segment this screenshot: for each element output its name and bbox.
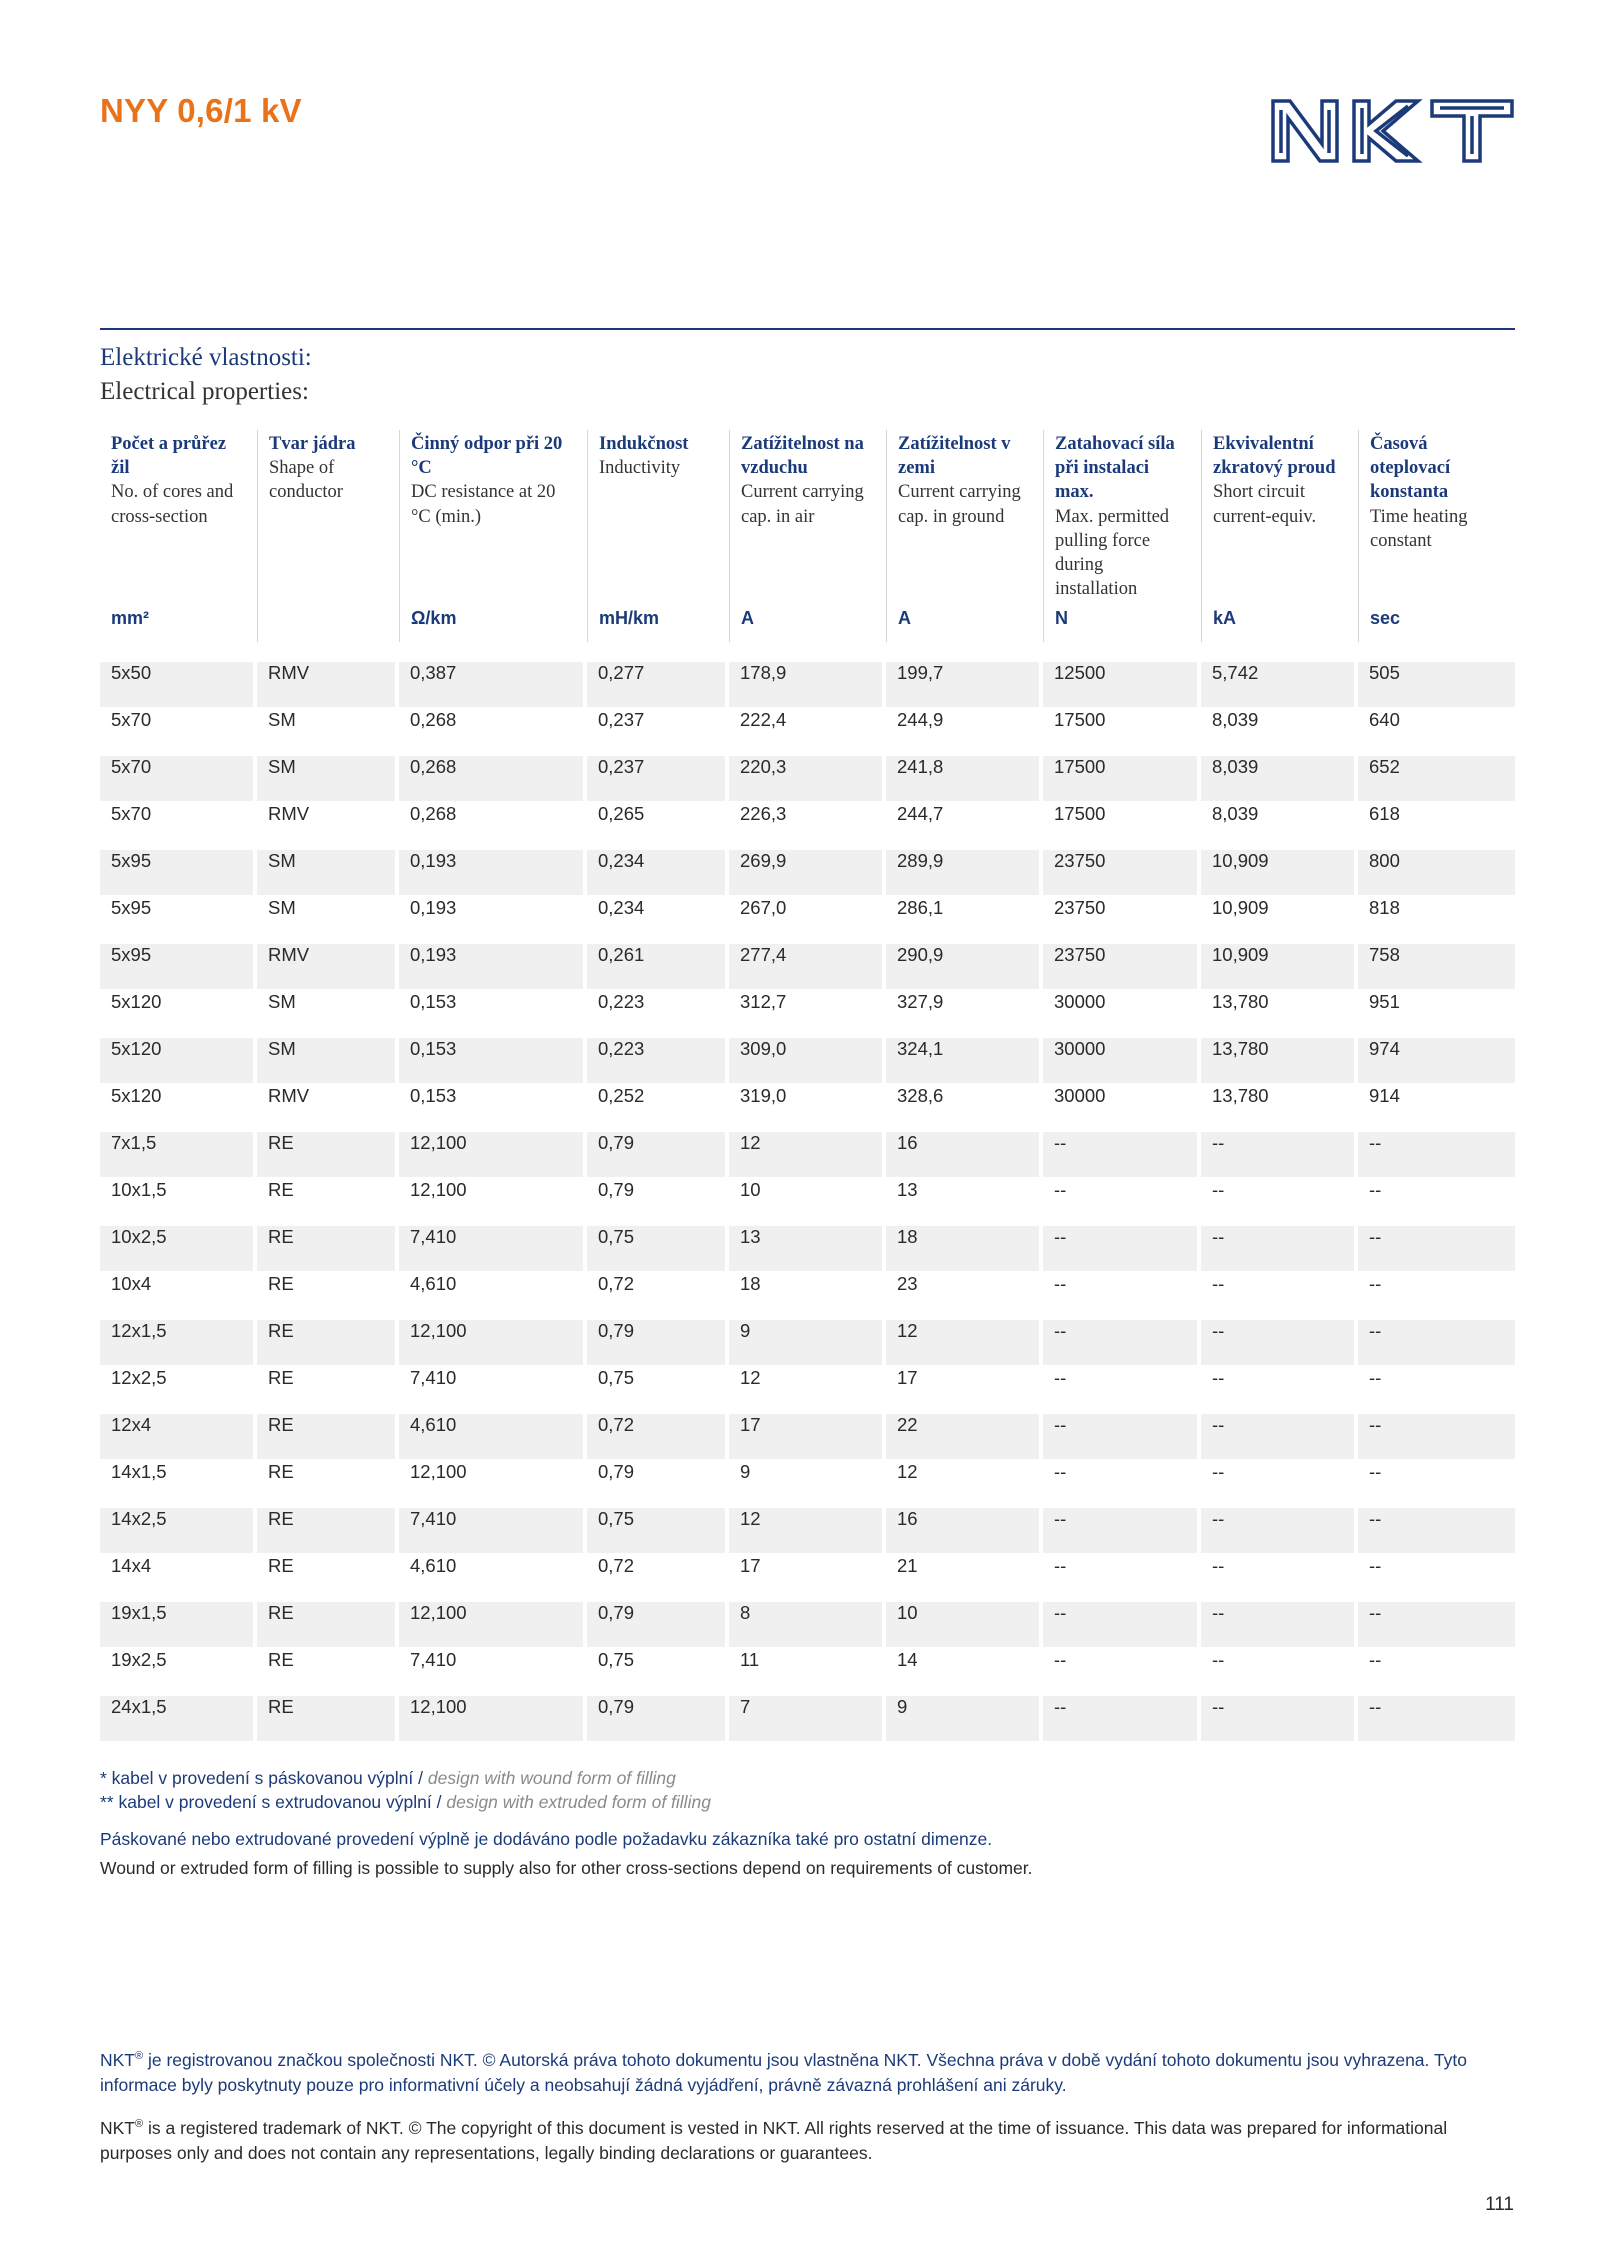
table-cell: 640 <box>1358 709 1515 756</box>
table-cell: 23750 <box>1043 850 1201 897</box>
table-cell: 0,153 <box>399 1085 587 1132</box>
column-header-cz: Zatížitelnost na vzduchu <box>741 434 864 479</box>
column-header-cz: Počet a průřez žil <box>111 434 227 479</box>
table-row <box>100 803 1515 850</box>
table-cell: -- <box>1043 1226 1201 1273</box>
table-cell: 0,75 <box>587 1649 729 1696</box>
footnote-wound-en: design with wound form of filling <box>427 1768 676 1788</box>
column-unit: N <box>1043 606 1201 642</box>
table-cell: SM <box>257 897 399 944</box>
table-cell: 652 <box>1358 756 1515 803</box>
table-cell: 8 <box>729 1602 886 1649</box>
column-header <box>587 430 729 606</box>
column-header-en: Time heating constant <box>1370 506 1468 551</box>
table-cell: RE <box>257 1414 399 1461</box>
table-cell: 0,153 <box>399 1038 587 1085</box>
footnote-extruded-en: design with extruded form of filling <box>446 1792 711 1812</box>
table-row <box>100 1320 1515 1367</box>
table-cell: 0,75 <box>587 1367 729 1414</box>
table-cell: 24x1,5 <box>100 1696 257 1743</box>
table-cell: 23 <box>886 1273 1043 1320</box>
column-header-cz: Zatahovací síla při instalaci max. <box>1055 434 1175 503</box>
table-cell: 0,75 <box>587 1508 729 1555</box>
table-cell: 17500 <box>1043 756 1201 803</box>
table-cell: 10,909 <box>1201 944 1358 991</box>
table-cell: 10x1,5 <box>100 1179 257 1226</box>
table-cell: 9 <box>729 1320 886 1367</box>
table-cell: 0,72 <box>587 1555 729 1602</box>
footnote-wound-cz: * kabel v provedení s páskovanou výplní / <box>100 1768 423 1788</box>
table-cell: 0,265 <box>587 803 729 850</box>
table-cell: 0,79 <box>587 1461 729 1508</box>
column-header <box>886 430 1043 606</box>
table-cell: 0,277 <box>587 662 729 709</box>
table-cell: 13,780 <box>1201 1085 1358 1132</box>
table-cell: 13,780 <box>1201 991 1358 1038</box>
table-row <box>100 1085 1515 1132</box>
table-cell: 220,3 <box>729 756 886 803</box>
table-row <box>100 1367 1515 1414</box>
table-cell: -- <box>1358 1555 1515 1602</box>
column-header-cz: Ekvivalentní zkratový proud <box>1213 434 1336 479</box>
table-cell: 12 <box>729 1367 886 1414</box>
table-cell: 14x2,5 <box>100 1508 257 1555</box>
table-row <box>100 1226 1515 1273</box>
column-header-en: Current carrying cap. in air <box>741 482 864 527</box>
table-cell: RMV <box>257 803 399 850</box>
table-cell: 0,387 <box>399 662 587 709</box>
table-cell: RE <box>257 1602 399 1649</box>
column-header <box>1043 430 1201 606</box>
table-cell: 0,79 <box>587 1132 729 1179</box>
header-divider <box>100 328 1515 330</box>
column-header <box>257 430 399 606</box>
legal-notice-cz <box>100 2048 1515 2098</box>
table-cell: -- <box>1043 1649 1201 1696</box>
table-cell: 0,193 <box>399 850 587 897</box>
table-row <box>100 1179 1515 1226</box>
table-cell: 5x95 <box>100 850 257 897</box>
table-cell: 30000 <box>1043 1038 1201 1085</box>
table-cell: 17500 <box>1043 709 1201 756</box>
table-cell: -- <box>1201 1179 1358 1226</box>
table-cell: 0,79 <box>587 1696 729 1743</box>
column-header <box>1201 430 1358 606</box>
table-cell: 8,039 <box>1201 756 1358 803</box>
table-cell: 5,742 <box>1201 662 1358 709</box>
table-cell: RE <box>257 1320 399 1367</box>
table-cell: 7,410 <box>399 1367 587 1414</box>
table-cell: 12,100 <box>399 1696 587 1743</box>
column-header-cz: Činný odpor při 20 °C <box>411 434 563 479</box>
table-cell: 241,8 <box>886 756 1043 803</box>
table-cell: 0,72 <box>587 1273 729 1320</box>
table-cell: 12x4 <box>100 1414 257 1461</box>
table-cell: 14x4 <box>100 1555 257 1602</box>
table-cell: 199,7 <box>886 662 1043 709</box>
table-cell: 7 <box>729 1696 886 1743</box>
table-cell: 12x2,5 <box>100 1367 257 1414</box>
table-cell: 10 <box>729 1179 886 1226</box>
table-cell: -- <box>1358 1461 1515 1508</box>
footnote-extruded <box>100 1790 711 1814</box>
column-header-en: Inductivity <box>599 458 681 479</box>
table-cell: SM <box>257 709 399 756</box>
table-cell: 9 <box>729 1461 886 1508</box>
table-cell: -- <box>1358 1602 1515 1649</box>
table-row <box>100 1696 1515 1743</box>
table-cell: -- <box>1043 1179 1201 1226</box>
table-cell: 5x70 <box>100 756 257 803</box>
table-cell: 4,610 <box>399 1555 587 1602</box>
table-cell: 5x70 <box>100 803 257 850</box>
table-cell: -- <box>1043 1508 1201 1555</box>
table-cell: -- <box>1358 1649 1515 1696</box>
table-cell: -- <box>1358 1226 1515 1273</box>
table-cell: 309,0 <box>729 1038 886 1085</box>
table-cell: 19x2,5 <box>100 1649 257 1696</box>
table-cell: 5x50 <box>100 662 257 709</box>
supply-note-en: Wound or extruded form of filling is possible to supply also for other cross-sections depend on requirements of customer. <box>100 1858 1033 1878</box>
table-cell: 13 <box>886 1179 1043 1226</box>
table-cell: 14x1,5 <box>100 1461 257 1508</box>
table-cell: 0,79 <box>587 1179 729 1226</box>
table-cell: 312,7 <box>729 991 886 1038</box>
column-unit: sec <box>1358 606 1515 642</box>
table-cell: -- <box>1043 1696 1201 1743</box>
table-cell: 12,100 <box>399 1461 587 1508</box>
table-cell: -- <box>1358 1414 1515 1461</box>
column-header-en: Shape of conductor <box>269 458 343 503</box>
table-cell: 17 <box>729 1555 886 1602</box>
table-cell: -- <box>1201 1273 1358 1320</box>
table-cell: -- <box>1358 1367 1515 1414</box>
table-cell: 0,234 <box>587 897 729 944</box>
table-cell: -- <box>1201 1461 1358 1508</box>
table-cell: RE <box>257 1649 399 1696</box>
table-row <box>100 1508 1515 1555</box>
table-cell: -- <box>1358 1273 1515 1320</box>
table-cell: 12,100 <box>399 1320 587 1367</box>
table-cell: 226,3 <box>729 803 886 850</box>
registered-mark: ® <box>135 2050 144 2063</box>
table-cell: RMV <box>257 1085 399 1132</box>
table-cell: SM <box>257 1038 399 1085</box>
table-cell: 7x1,5 <box>100 1132 257 1179</box>
table-cell: 13 <box>729 1226 886 1273</box>
table-cell: 618 <box>1358 803 1515 850</box>
table-cell: -- <box>1201 1555 1358 1602</box>
table-cell: 9 <box>886 1696 1043 1743</box>
electrical-properties-table <box>100 430 1515 1743</box>
table-cell: 0,234 <box>587 850 729 897</box>
header-gap <box>100 642 1515 662</box>
table-row <box>100 1038 1515 1085</box>
table-cell: 328,6 <box>886 1085 1043 1132</box>
table-cell: -- <box>1043 1132 1201 1179</box>
column-header-cz: Tvar jádra <box>269 434 356 454</box>
table-cell: 30000 <box>1043 991 1201 1038</box>
table-cell: 16 <box>886 1132 1043 1179</box>
table-cell: 5x95 <box>100 944 257 991</box>
table-cell: 12500 <box>1043 662 1201 709</box>
column-header <box>399 430 587 606</box>
registered-mark: ® <box>135 2118 144 2131</box>
column-unit: A <box>886 606 1043 642</box>
page-number: 111 <box>1485 2194 1514 2215</box>
brand-name: NKT <box>100 2050 135 2070</box>
section-title-en: Electrical properties: <box>100 378 309 405</box>
header-row <box>100 430 1515 606</box>
table-cell: 0,237 <box>587 709 729 756</box>
table-cell: 818 <box>1358 897 1515 944</box>
table-cell: 19x1,5 <box>100 1602 257 1649</box>
table-cell: 0,79 <box>587 1320 729 1367</box>
table-row <box>100 1132 1515 1179</box>
table-row <box>100 897 1515 944</box>
table-row <box>100 1273 1515 1320</box>
table-row <box>100 756 1515 803</box>
table-cell: 4,610 <box>399 1273 587 1320</box>
table-cell: 0,268 <box>399 803 587 850</box>
table-row <box>100 1414 1515 1461</box>
footnotes <box>100 1766 711 1814</box>
table-cell: -- <box>1358 1179 1515 1226</box>
table-cell: RE <box>257 1179 399 1226</box>
table-cell: 974 <box>1358 1038 1515 1085</box>
table-body <box>100 662 1515 1743</box>
table-cell: 12 <box>886 1461 1043 1508</box>
table-cell: 5x95 <box>100 897 257 944</box>
table-cell: 286,1 <box>886 897 1043 944</box>
table-cell: RE <box>257 1273 399 1320</box>
table-cell: -- <box>1358 1508 1515 1555</box>
column-header-en: Max. permitted pulling force during installation <box>1055 506 1170 600</box>
table-row <box>100 991 1515 1038</box>
table-cell: 21 <box>886 1555 1043 1602</box>
table-cell: 12,100 <box>399 1132 587 1179</box>
table-cell: 951 <box>1358 991 1515 1038</box>
table-cell: SM <box>257 850 399 897</box>
table-cell: 327,9 <box>886 991 1043 1038</box>
table-cell: 10,909 <box>1201 897 1358 944</box>
table-cell: 16 <box>886 1508 1043 1555</box>
unit-row <box>100 606 1515 642</box>
table-cell: 5x120 <box>100 1085 257 1132</box>
table-cell: SM <box>257 756 399 803</box>
table-cell: 0,153 <box>399 991 587 1038</box>
table-row <box>100 662 1515 709</box>
table-cell: 7,410 <box>399 1508 587 1555</box>
table-cell: 10x2,5 <box>100 1226 257 1273</box>
table-cell: 0,237 <box>587 756 729 803</box>
table-cell: 7,410 <box>399 1649 587 1696</box>
table-cell: -- <box>1201 1508 1358 1555</box>
table-cell: 0,223 <box>587 991 729 1038</box>
table-cell: 30000 <box>1043 1085 1201 1132</box>
table-row <box>100 1555 1515 1602</box>
legal-notice-en <box>100 2116 1515 2166</box>
footnote-extruded-cz: ** kabel v provedení s extrudovanou výplní / <box>100 1792 442 1812</box>
table-cell: 319,0 <box>729 1085 886 1132</box>
section-title-cz: Elektrické vlastnosti: <box>100 344 312 371</box>
table-row <box>100 850 1515 897</box>
table-cell: 505 <box>1358 662 1515 709</box>
table-cell: -- <box>1043 1602 1201 1649</box>
table-cell: 0,79 <box>587 1602 729 1649</box>
table-cell: 178,9 <box>729 662 886 709</box>
table-cell: -- <box>1043 1367 1201 1414</box>
column-unit: kA <box>1201 606 1358 642</box>
column-unit: mH/km <box>587 606 729 642</box>
table-cell: 4,610 <box>399 1414 587 1461</box>
table-cell: -- <box>1043 1273 1201 1320</box>
table-cell: 0,72 <box>587 1414 729 1461</box>
table-row <box>100 1649 1515 1696</box>
table-cell: RE <box>257 1461 399 1508</box>
table-cell: 17 <box>729 1414 886 1461</box>
table-cell: 0,193 <box>399 897 587 944</box>
column-header <box>100 430 257 606</box>
table-cell: 269,9 <box>729 850 886 897</box>
table-cell: -- <box>1201 1602 1358 1649</box>
supply-note-cz: Páskované nebo extrudované provedení výplně je dodáváno podle požadavku zákazníka také pro ostatní dimenze. <box>100 1829 993 1849</box>
legal-text-en: is a registered trademark of NKT. © The copyright of this document is vested in NKT. All rights reserved at the time of issuance. This data was prepared for informational purposes only and does not contain any representations, legally binding declarations or guarantees. <box>100 2118 1448 2163</box>
table-cell: 324,1 <box>886 1038 1043 1085</box>
table-cell: 23750 <box>1043 897 1201 944</box>
nkt-logo <box>1270 98 1515 164</box>
table-cell: -- <box>1201 1367 1358 1414</box>
table-cell: 0,268 <box>399 756 587 803</box>
table-cell: RE <box>257 1367 399 1414</box>
table-row <box>100 709 1515 756</box>
table-cell: RMV <box>257 662 399 709</box>
table-cell: 10x4 <box>100 1273 257 1320</box>
table-cell: 12 <box>886 1320 1043 1367</box>
table-cell: 0,223 <box>587 1038 729 1085</box>
column-unit <box>257 606 399 642</box>
table-cell: 0,75 <box>587 1226 729 1273</box>
footnote-wound <box>100 1766 711 1790</box>
table-cell: 800 <box>1358 850 1515 897</box>
table-cell: -- <box>1201 1649 1358 1696</box>
table-cell: 12x1,5 <box>100 1320 257 1367</box>
table-cell: 244,9 <box>886 709 1043 756</box>
table-cell: 10 <box>886 1602 1043 1649</box>
table-cell: -- <box>1201 1696 1358 1743</box>
table-cell: 7,410 <box>399 1226 587 1273</box>
table-cell: RMV <box>257 944 399 991</box>
page-title: NYY 0,6/1 kV <box>100 92 302 129</box>
table-row <box>100 1461 1515 1508</box>
table-cell: -- <box>1201 1226 1358 1273</box>
table-cell: RE <box>257 1555 399 1602</box>
table-cell: 18 <box>886 1226 1043 1273</box>
column-header-cz: Časová oteplovací konstanta <box>1370 434 1451 503</box>
table-cell: 0,193 <box>399 944 587 991</box>
table-cell: 758 <box>1358 944 1515 991</box>
table-cell: 0,261 <box>587 944 729 991</box>
table-cell: 8,039 <box>1201 709 1358 756</box>
brand-name: NKT <box>100 2118 135 2138</box>
table-cell: 22 <box>886 1414 1043 1461</box>
table-cell: RE <box>257 1696 399 1743</box>
table-cell: 0,268 <box>399 709 587 756</box>
table-cell: -- <box>1358 1132 1515 1179</box>
table-cell: 290,9 <box>886 944 1043 991</box>
table-cell: 222,4 <box>729 709 886 756</box>
table-cell: 12 <box>729 1132 886 1179</box>
table-cell: 8,039 <box>1201 803 1358 850</box>
table-cell: 5x120 <box>100 1038 257 1085</box>
table-cell: -- <box>1201 1320 1358 1367</box>
table-cell: 244,7 <box>886 803 1043 850</box>
table-cell: RE <box>257 1508 399 1555</box>
table-cell: 277,4 <box>729 944 886 991</box>
column-header <box>1358 430 1515 606</box>
table-cell: 17500 <box>1043 803 1201 850</box>
table-cell: 10,909 <box>1201 850 1358 897</box>
table-row <box>100 1602 1515 1649</box>
column-header-en: Current carrying cap. in ground <box>898 482 1021 527</box>
column-unit: A <box>729 606 886 642</box>
table-row <box>100 944 1515 991</box>
column-header <box>729 430 886 606</box>
table-cell: 12,100 <box>399 1602 587 1649</box>
table-cell: RE <box>257 1226 399 1273</box>
table-cell: SM <box>257 991 399 1038</box>
column-header-en: Short circuit current-equiv. <box>1213 482 1317 527</box>
column-header-cz: Zatížitelnost v zemi <box>898 434 1011 479</box>
table-cell: 5x70 <box>100 709 257 756</box>
table-cell: 11 <box>729 1649 886 1696</box>
table-cell: -- <box>1043 1320 1201 1367</box>
table-cell: 12 <box>729 1508 886 1555</box>
table-cell: -- <box>1358 1320 1515 1367</box>
column-unit: Ω/km <box>399 606 587 642</box>
table-cell: -- <box>1043 1461 1201 1508</box>
table-cell: RE <box>257 1132 399 1179</box>
column-unit: mm² <box>100 606 257 642</box>
table-cell: 12,100 <box>399 1179 587 1226</box>
table-cell: 0,252 <box>587 1085 729 1132</box>
table-cell: 914 <box>1358 1085 1515 1132</box>
table-cell: 18 <box>729 1273 886 1320</box>
column-header-en: DC resistance at 20 °C (min.) <box>411 482 556 527</box>
table-cell: 13,780 <box>1201 1038 1358 1085</box>
table-cell: 17 <box>886 1367 1043 1414</box>
legal-text-cz: je registrovanou značkou společnosti NKT. © Autorská práva tohoto dokumentu jsou vlastněna NKT. Všechna práva v době vydání tohoto dokumentu jsou vyhrazena. Tyto informace byly poskytnuty pouze pro informativní účely a neobsahují žádná vyjádření, právně závazná prohlášení ani záruky. <box>100 2050 1468 2095</box>
column-header-en: No. of cores and cross-section <box>111 482 234 527</box>
table-cell: -- <box>1201 1132 1358 1179</box>
column-header-cz: Indukčnost <box>599 434 689 454</box>
table-cell: -- <box>1358 1696 1515 1743</box>
table-cell: -- <box>1201 1414 1358 1461</box>
table-cell: 5x120 <box>100 991 257 1038</box>
table-cell: 23750 <box>1043 944 1201 991</box>
table-cell: 289,9 <box>886 850 1043 897</box>
table-cell: -- <box>1043 1555 1201 1602</box>
table-cell: 267,0 <box>729 897 886 944</box>
table-cell: -- <box>1043 1414 1201 1461</box>
table-cell: 14 <box>886 1649 1043 1696</box>
